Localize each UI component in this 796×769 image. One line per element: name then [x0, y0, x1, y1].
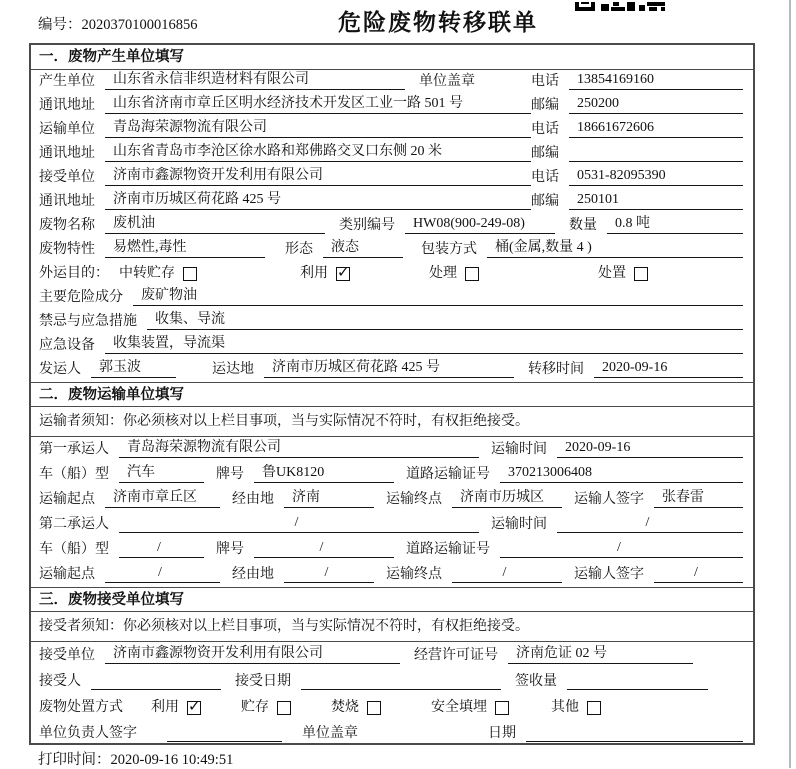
address-label: 通讯地址	[39, 98, 95, 113]
row-receiver	[31, 166, 753, 190]
disposal-label: 废物处置方式	[39, 700, 123, 715]
producer-zip-group	[531, 94, 743, 114]
row-receiver-address	[31, 190, 753, 214]
producer-zip-value: 250200	[569, 96, 743, 114]
route1-via-value: 济南	[284, 486, 374, 508]
transport-time-label: 运输时间	[491, 442, 547, 457]
section1-header: 一．废物产生单位填写	[31, 45, 753, 70]
form-value: 液态	[323, 236, 403, 258]
option-label: 安全填埋	[431, 700, 487, 715]
disposal-option-landfill	[431, 696, 509, 716]
transfer-time-value: 2020-09-16	[594, 360, 743, 378]
receiver-phone-group	[531, 166, 743, 186]
vehicle1-type-value: 汽车	[119, 461, 204, 483]
zip-label: 邮编	[531, 146, 559, 161]
checkbox-icon	[465, 267, 479, 281]
checkbox-icon	[183, 267, 197, 281]
disposal-option-storage	[241, 696, 291, 716]
vehicle-type-label: 车（船）型	[39, 467, 109, 482]
waste-name-label: 废物名称	[39, 218, 95, 233]
acceptor-label: 接受人	[39, 674, 81, 689]
row-transporter	[31, 118, 753, 142]
row-equipment	[31, 334, 753, 358]
checkbox-icon	[587, 701, 601, 715]
carrier1-value: 青岛海荣源物流有限公司	[119, 436, 479, 458]
purpose-option-utilize	[300, 262, 350, 282]
producer-value: 山东省永信非织造材料有限公司	[105, 68, 405, 90]
document-header	[0, 0, 796, 43]
transporter-value: 青岛海荣源物流有限公司	[105, 116, 531, 138]
route1-signature-value: 张春雷	[654, 486, 743, 508]
route-start-label: 运输起点	[39, 567, 95, 582]
transfer-time-label: 转移时间	[528, 362, 584, 377]
route2-start-value: /	[105, 565, 220, 583]
contraindication-value: 收集、导流	[147, 308, 743, 330]
route-end-label: 运输终点	[386, 567, 442, 582]
hazard-label: 主要危险成分	[39, 290, 123, 305]
route2-signature-value: /	[654, 565, 743, 583]
section2-notice: 运输者须知：你必须核对以上栏目事项，当与实际情况不符时，有权拒绝接受。	[31, 407, 753, 437]
purpose-option-transfer-storage	[119, 262, 197, 282]
waste-category-value: HW08(900-249-08)	[405, 216, 555, 234]
transporter-label: 运输单位	[39, 122, 95, 137]
serial-label: 编号：	[38, 17, 82, 33]
shipper-value: 郭玉波	[91, 356, 176, 378]
checkbox-icon	[336, 267, 350, 281]
road-permit-label: 道路运输证号	[406, 467, 490, 482]
receiver-phone-value: 0531-82095390	[569, 168, 743, 186]
row-contraindication	[31, 310, 753, 334]
contraindication-label: 禁忌与应急措施	[39, 314, 137, 329]
destination-label: 运达地	[212, 362, 254, 377]
carrier1-label: 第一承运人	[39, 442, 109, 457]
row-producer-address	[31, 94, 753, 118]
manifest-form	[29, 43, 755, 745]
waste-name-value: 废机油	[105, 212, 325, 234]
print-time-label: 打印时间：	[38, 752, 111, 768]
row-hazard	[31, 286, 753, 310]
receiver-zip-group	[531, 190, 743, 210]
waste-qty-value: 0.8 吨	[607, 212, 743, 234]
packaging-label: 包装方式	[421, 242, 477, 257]
option-label: 其他	[551, 700, 579, 715]
row-vehicle1	[31, 462, 753, 487]
received-qty-label: 签收量	[515, 674, 557, 689]
address-label: 通讯地址	[39, 194, 95, 209]
received-qty-value	[567, 673, 708, 690]
row-route2	[31, 562, 753, 587]
traits-label: 废物特性	[39, 242, 95, 257]
waste-qty-label: 数量	[569, 218, 597, 233]
route1-start-value: 济南市章丘区	[105, 486, 220, 508]
section3-header: 三．废物接受单位填写	[31, 587, 753, 612]
address-label: 通讯地址	[39, 146, 95, 161]
transporter-phone-value: 18661672606	[569, 120, 743, 138]
license-label: 经营许可证号	[414, 648, 498, 663]
accept-unit-label: 接受单位	[39, 648, 95, 663]
row-carrier2	[31, 512, 753, 537]
checkbox-icon	[367, 701, 381, 715]
traits-value: 易燃性,毒性	[105, 236, 265, 258]
disposal-option-incinerate	[331, 696, 381, 716]
route1-end-value: 济南市历城区	[452, 486, 562, 508]
checkbox-icon	[277, 701, 291, 715]
unit-signer-label: 单位负责人签字	[39, 726, 137, 741]
producer-label: 产生单位	[39, 74, 95, 89]
destination-value: 济南市历城区荷花路 425 号	[264, 356, 514, 378]
option-label: 焚烧	[331, 700, 359, 715]
route2-end-value: /	[452, 565, 562, 583]
form-label: 形态	[285, 242, 313, 257]
accept-date-label: 接受日期	[235, 674, 291, 689]
row-traits	[31, 238, 753, 262]
transporter-phone-group	[531, 118, 743, 138]
print-time	[38, 748, 233, 769]
vehicle2-type-value: /	[119, 540, 204, 558]
option-label: 贮存	[241, 700, 269, 715]
carrier-signature-label: 运输人签字	[574, 567, 644, 582]
carrier-signature-label: 运输人签字	[574, 492, 644, 507]
checkbox-icon	[634, 267, 648, 281]
receiver-address-value: 济南市历城区荷花路 425 号	[105, 188, 531, 210]
receiver-zip-value: 250101	[569, 192, 743, 210]
accept-date-value	[301, 673, 501, 690]
document-title: 危险废物转移联单	[338, 10, 538, 35]
row-acceptor	[31, 668, 753, 694]
equipment-value: 收集装置，导流渠	[105, 332, 743, 354]
acceptor-value	[91, 673, 221, 690]
row-unit-signature	[31, 720, 753, 745]
road-permit-label: 道路运输证号	[406, 542, 490, 557]
checkbox-icon	[187, 701, 201, 715]
date-value	[526, 725, 743, 742]
checkbox-icon	[495, 701, 509, 715]
route-via-label: 经由地	[232, 492, 274, 507]
accept-unit-value: 济南市鑫源物资开发利用有限公司	[105, 642, 400, 664]
row-carrier1	[31, 437, 753, 462]
receiver-label: 接受单位	[39, 170, 95, 185]
zip-label: 邮编	[531, 98, 559, 113]
plate-label: 牌号	[216, 542, 244, 557]
purpose-label: 外运目的：	[39, 266, 109, 281]
option-label: 中转贮存	[119, 266, 175, 281]
row-accept-unit	[31, 642, 753, 668]
section2-header: 二．废物运输单位填写	[31, 382, 753, 407]
phone-label: 电话	[531, 170, 559, 185]
option-label: 处理	[429, 266, 457, 281]
transporter-address-value: 山东省青岛市李沧区徐水路和郑佛路交叉口东侧 20 米	[105, 140, 531, 162]
row-vehicle2	[31, 537, 753, 562]
option-label: 处置	[598, 266, 626, 281]
route-end-label: 运输终点	[386, 492, 442, 507]
vehicle1-permit-value: 370213006408	[500, 465, 743, 483]
row-purpose	[31, 262, 753, 286]
hazard-value: 废矿物油	[133, 284, 743, 306]
qr-code-icon	[575, 0, 665, 16]
equipment-label: 应急设备	[39, 338, 95, 353]
carrier2-label: 第二承运人	[39, 517, 109, 532]
option-label: 利用	[151, 700, 179, 715]
unit-seal-label: 单位盖章	[302, 726, 358, 741]
row-waste	[31, 214, 753, 238]
disposal-option-utilize	[151, 696, 201, 716]
option-label: 利用	[300, 266, 328, 281]
plate-label: 牌号	[216, 467, 244, 482]
vehicle1-plate-value: 鲁UK8120	[254, 461, 394, 483]
route2-via-value: /	[284, 565, 374, 583]
transport-time-label: 运输时间	[491, 517, 547, 532]
disposal-option-other	[551, 696, 601, 716]
packaging-value: 桶(金属,数量 4 )	[487, 236, 743, 258]
row-dispatch	[31, 358, 753, 382]
page-right-edge	[789, 0, 791, 768]
date-label: 日期	[488, 726, 516, 741]
vehicle2-plate-value: /	[254, 540, 394, 558]
row-transporter-address	[31, 142, 753, 166]
transporter-zip-group	[531, 142, 743, 162]
route-via-label: 经由地	[232, 567, 274, 582]
receiver-value: 济南市鑫源物资开发利用有限公司	[105, 164, 531, 186]
section3-notice: 接受者须知：你必须核对以上栏目事项，当与实际情况不符时，有权拒绝接受。	[31, 612, 753, 642]
phone-label: 电话	[531, 74, 559, 89]
vehicle2-permit-value: /	[500, 540, 743, 558]
route-start-label: 运输起点	[39, 492, 95, 507]
transporter-zip-value	[569, 145, 743, 162]
vehicle-type-label: 车（船）型	[39, 542, 109, 557]
row-producer	[31, 70, 753, 94]
purpose-option-dispose	[598, 262, 648, 282]
unit-signer-value	[167, 725, 282, 742]
waste-category-label: 类别编号	[339, 218, 395, 233]
producer-seal-label: 单位盖章	[419, 74, 475, 89]
shipper-label: 发运人	[39, 362, 81, 377]
row-disposal	[31, 694, 753, 720]
zip-label: 邮编	[531, 194, 559, 209]
carrier2-time-value: /	[557, 515, 743, 533]
license-value: 济南危证 02 号	[508, 642, 693, 664]
serial-value: 2020370100016856	[81, 17, 198, 33]
carrier1-time-value: 2020-09-16	[557, 440, 743, 458]
print-time-value: 2020-09-16 10:49:51	[110, 752, 234, 768]
carrier2-value: /	[119, 515, 479, 533]
producer-address-value: 山东省济南市章丘区明水经济技术开发区工业一路 501 号	[105, 92, 531, 114]
row-route1	[31, 487, 753, 512]
producer-phone-group	[531, 70, 743, 90]
purpose-option-treat	[429, 262, 479, 282]
producer-phone-value: 13854169160	[569, 72, 743, 90]
phone-label: 电话	[531, 122, 559, 137]
